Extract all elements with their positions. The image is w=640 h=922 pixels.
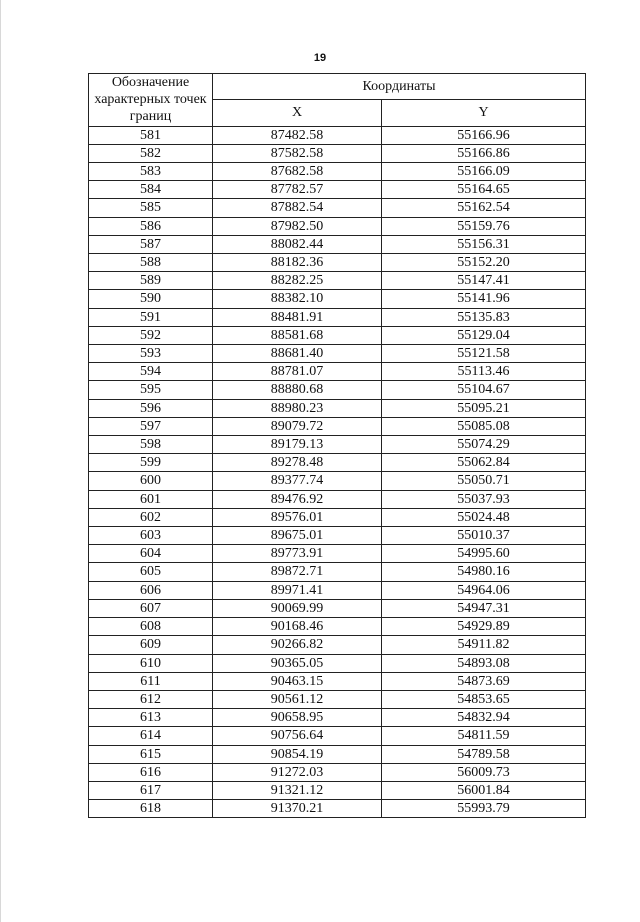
table-row bbox=[89, 800, 586, 818]
point-id-cell: 599 bbox=[89, 454, 213, 472]
point-id-cell: 616 bbox=[89, 763, 213, 781]
table-row bbox=[89, 436, 586, 454]
table-row bbox=[89, 654, 586, 672]
y-column-header: Y bbox=[382, 100, 586, 126]
x-coordinate-cell: 87882.54 bbox=[213, 199, 382, 217]
table-row bbox=[89, 745, 586, 763]
x-coordinate-cell: 89872.71 bbox=[213, 563, 382, 581]
x-coordinate-cell: 90854.19 bbox=[213, 745, 382, 763]
point-id-cell: 593 bbox=[89, 345, 213, 363]
point-id-cell: 607 bbox=[89, 599, 213, 617]
x-coordinate-cell: 89675.01 bbox=[213, 527, 382, 545]
x-coordinate-cell: 88481.91 bbox=[213, 308, 382, 326]
x-coordinate-cell: 91321.12 bbox=[213, 781, 382, 799]
table-row bbox=[89, 527, 586, 545]
y-coordinate-cell: 55135.83 bbox=[382, 308, 586, 326]
point-id-cell: 604 bbox=[89, 545, 213, 563]
x-coordinate-cell: 89773.91 bbox=[213, 545, 382, 563]
point-id-cell: 595 bbox=[89, 381, 213, 399]
point-id-cell: 603 bbox=[89, 527, 213, 545]
point-id-cell: 617 bbox=[89, 781, 213, 799]
table-row bbox=[89, 709, 586, 727]
x-coordinate-cell: 89377.74 bbox=[213, 472, 382, 490]
point-id-cell: 597 bbox=[89, 417, 213, 435]
y-coordinate-cell: 54873.69 bbox=[382, 672, 586, 690]
point-id-cell: 588 bbox=[89, 254, 213, 272]
table-row bbox=[89, 618, 586, 636]
y-coordinate-cell: 54947.31 bbox=[382, 599, 586, 617]
table-row bbox=[89, 563, 586, 581]
table-row bbox=[89, 326, 586, 344]
table-row bbox=[89, 690, 586, 708]
table-row bbox=[89, 636, 586, 654]
x-coordinate-cell: 89179.13 bbox=[213, 436, 382, 454]
table-row bbox=[89, 490, 586, 508]
x-coordinate-cell: 88581.68 bbox=[213, 326, 382, 344]
y-coordinate-cell: 55024.48 bbox=[382, 508, 586, 526]
point-id-cell: 594 bbox=[89, 363, 213, 381]
table-row bbox=[89, 272, 586, 290]
y-coordinate-cell: 55121.58 bbox=[382, 345, 586, 363]
point-id-cell: 605 bbox=[89, 563, 213, 581]
table-row bbox=[89, 672, 586, 690]
point-id-cell: 598 bbox=[89, 436, 213, 454]
x-coordinate-cell: 87782.57 bbox=[213, 181, 382, 199]
point-id-cell: 587 bbox=[89, 235, 213, 253]
x-coordinate-cell: 88082.44 bbox=[213, 235, 382, 253]
y-coordinate-cell: 55166.09 bbox=[382, 163, 586, 181]
y-coordinate-cell: 54980.16 bbox=[382, 563, 586, 581]
y-coordinate-cell: 54929.89 bbox=[382, 618, 586, 636]
point-id-cell: 589 bbox=[89, 272, 213, 290]
y-coordinate-cell: 55156.31 bbox=[382, 235, 586, 253]
point-id-cell: 600 bbox=[89, 472, 213, 490]
table-body bbox=[89, 126, 586, 818]
table-row bbox=[89, 581, 586, 599]
y-coordinate-cell: 55095.21 bbox=[382, 399, 586, 417]
table-row bbox=[89, 417, 586, 435]
y-coordinate-cell: 55129.04 bbox=[382, 326, 586, 344]
point-id-cell: 582 bbox=[89, 144, 213, 162]
y-coordinate-cell: 55085.08 bbox=[382, 417, 586, 435]
table-row bbox=[89, 254, 586, 272]
page-number: 19 bbox=[313, 52, 327, 64]
table-row bbox=[89, 472, 586, 490]
table-row bbox=[89, 508, 586, 526]
x-coordinate-cell: 89476.92 bbox=[213, 490, 382, 508]
y-coordinate-cell: 54811.59 bbox=[382, 727, 586, 745]
point-id-cell: 614 bbox=[89, 727, 213, 745]
table-row bbox=[89, 290, 586, 308]
table-row bbox=[89, 381, 586, 399]
y-coordinate-cell: 55152.20 bbox=[382, 254, 586, 272]
x-coordinate-cell: 88880.68 bbox=[213, 381, 382, 399]
point-id-cell: 590 bbox=[89, 290, 213, 308]
x-coordinate-cell: 87482.58 bbox=[213, 126, 382, 144]
table-row bbox=[89, 763, 586, 781]
coordinates-header: Координаты bbox=[213, 74, 586, 100]
y-coordinate-cell: 55162.54 bbox=[382, 199, 586, 217]
x-coordinate-cell: 90168.46 bbox=[213, 618, 382, 636]
x-coordinate-cell: 90463.15 bbox=[213, 672, 382, 690]
point-designation-header: Обозначение характерных точек границ bbox=[89, 74, 213, 127]
table-row bbox=[89, 308, 586, 326]
x-coordinate-cell: 88382.10 bbox=[213, 290, 382, 308]
y-coordinate-cell: 55074.29 bbox=[382, 436, 586, 454]
table-row bbox=[89, 454, 586, 472]
point-id-cell: 585 bbox=[89, 199, 213, 217]
x-coordinate-cell: 90756.64 bbox=[213, 727, 382, 745]
x-coordinate-cell: 90561.12 bbox=[213, 690, 382, 708]
x-coordinate-cell: 88980.23 bbox=[213, 399, 382, 417]
x-coordinate-cell: 90069.99 bbox=[213, 599, 382, 617]
table-row bbox=[89, 126, 586, 144]
y-coordinate-cell: 55166.96 bbox=[382, 126, 586, 144]
table-row bbox=[89, 217, 586, 235]
y-coordinate-cell: 55164.65 bbox=[382, 181, 586, 199]
point-id-cell: 592 bbox=[89, 326, 213, 344]
table-row bbox=[89, 345, 586, 363]
x-coordinate-cell: 91370.21 bbox=[213, 800, 382, 818]
x-coordinate-cell: 90658.95 bbox=[213, 709, 382, 727]
table-row bbox=[89, 235, 586, 253]
y-coordinate-cell: 55159.76 bbox=[382, 217, 586, 235]
point-id-cell: 584 bbox=[89, 181, 213, 199]
y-coordinate-cell: 54995.60 bbox=[382, 545, 586, 563]
y-coordinate-cell: 56001.84 bbox=[382, 781, 586, 799]
y-coordinate-cell: 55050.71 bbox=[382, 472, 586, 490]
x-coordinate-cell: 88282.25 bbox=[213, 272, 382, 290]
x-coordinate-cell: 90365.05 bbox=[213, 654, 382, 672]
x-coordinate-cell: 91272.03 bbox=[213, 763, 382, 781]
x-coordinate-cell: 90266.82 bbox=[213, 636, 382, 654]
x-coordinate-cell: 88681.40 bbox=[213, 345, 382, 363]
point-id-cell: 615 bbox=[89, 745, 213, 763]
point-id-cell: 591 bbox=[89, 308, 213, 326]
point-id-cell: 610 bbox=[89, 654, 213, 672]
table-row bbox=[89, 163, 586, 181]
point-id-cell: 583 bbox=[89, 163, 213, 181]
y-coordinate-cell: 55993.79 bbox=[382, 800, 586, 818]
point-id-cell: 608 bbox=[89, 618, 213, 636]
y-coordinate-cell: 54853.65 bbox=[382, 690, 586, 708]
y-coordinate-cell: 55147.41 bbox=[382, 272, 586, 290]
point-id-cell: 586 bbox=[89, 217, 213, 235]
x-coordinate-cell: 88781.07 bbox=[213, 363, 382, 381]
x-coordinate-cell: 89971.41 bbox=[213, 581, 382, 599]
x-coordinate-cell: 88182.36 bbox=[213, 254, 382, 272]
y-coordinate-cell: 55104.67 bbox=[382, 381, 586, 399]
x-coordinate-cell: 89079.72 bbox=[213, 417, 382, 435]
point-id-cell: 581 bbox=[89, 126, 213, 144]
y-coordinate-cell: 54789.58 bbox=[382, 745, 586, 763]
table-row bbox=[89, 199, 586, 217]
table-row bbox=[89, 181, 586, 199]
table-row bbox=[89, 599, 586, 617]
y-coordinate-cell: 55037.93 bbox=[382, 490, 586, 508]
y-coordinate-cell: 55113.46 bbox=[382, 363, 586, 381]
coordinates-table bbox=[88, 73, 586, 818]
y-coordinate-cell: 54832.94 bbox=[382, 709, 586, 727]
point-id-cell: 602 bbox=[89, 508, 213, 526]
table-row bbox=[89, 781, 586, 799]
scan-edge bbox=[0, 0, 1, 922]
x-column-header: X bbox=[213, 100, 382, 126]
point-id-cell: 596 bbox=[89, 399, 213, 417]
y-coordinate-cell: 55166.86 bbox=[382, 144, 586, 162]
point-id-cell: 611 bbox=[89, 672, 213, 690]
x-coordinate-cell: 87582.58 bbox=[213, 144, 382, 162]
point-id-cell: 612 bbox=[89, 690, 213, 708]
table-row bbox=[89, 144, 586, 162]
y-coordinate-cell: 55010.37 bbox=[382, 527, 586, 545]
y-coordinate-cell: 56009.73 bbox=[382, 763, 586, 781]
y-coordinate-cell: 54964.06 bbox=[382, 581, 586, 599]
y-coordinate-cell: 55062.84 bbox=[382, 454, 586, 472]
table-row bbox=[89, 727, 586, 745]
table-row bbox=[89, 363, 586, 381]
x-coordinate-cell: 87982.50 bbox=[213, 217, 382, 235]
y-coordinate-cell: 54911.82 bbox=[382, 636, 586, 654]
point-id-cell: 613 bbox=[89, 709, 213, 727]
x-coordinate-cell: 89576.01 bbox=[213, 508, 382, 526]
point-id-cell: 609 bbox=[89, 636, 213, 654]
x-coordinate-cell: 87682.58 bbox=[213, 163, 382, 181]
table-row bbox=[89, 399, 586, 417]
point-id-cell: 601 bbox=[89, 490, 213, 508]
point-id-cell: 618 bbox=[89, 800, 213, 818]
x-coordinate-cell: 89278.48 bbox=[213, 454, 382, 472]
y-coordinate-cell: 54893.08 bbox=[382, 654, 586, 672]
point-id-cell: 606 bbox=[89, 581, 213, 599]
y-coordinate-cell: 55141.96 bbox=[382, 290, 586, 308]
table-row bbox=[89, 545, 586, 563]
